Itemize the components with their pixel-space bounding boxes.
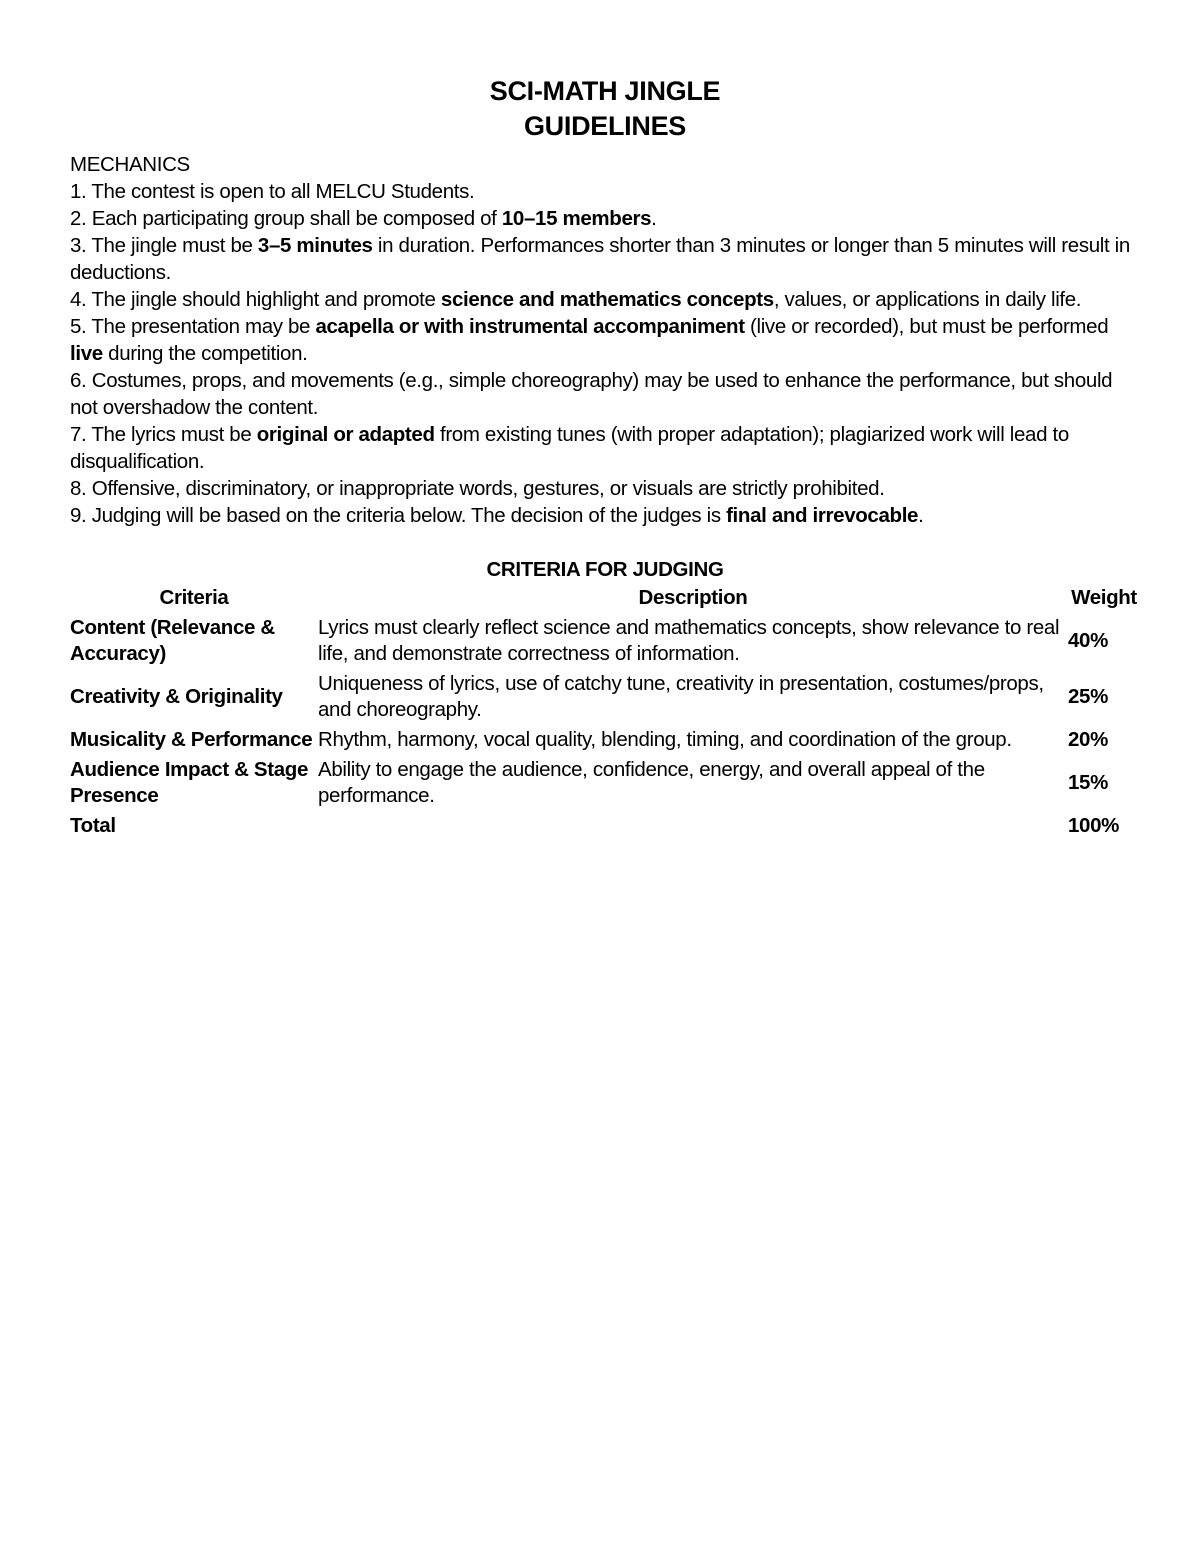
table-row: [70, 669, 1140, 725]
criteria-name: Musicality & Performance: [70, 728, 313, 751]
criteria-description: Rhythm, harmony, vocal quality, blending, timing, and coordination of the group.: [318, 728, 1012, 751]
total-weight: 100%: [1068, 814, 1120, 837]
criteria-name: Content (Relevance & Accuracy): [70, 616, 275, 665]
mechanics-item: 6. Costumes, props, and movements (e.g., simple choreography) may be used to enhance the performance, but should not overshadow the content.: [70, 369, 1113, 419]
criteria-name: Creativity & Originality: [70, 685, 283, 708]
criteria-description: Ability to engage the audience, confidence, energy, and overall appeal of the performance.: [318, 758, 985, 807]
table-row: [70, 755, 1140, 811]
total-label: Total: [70, 814, 116, 837]
mechanics-list: [70, 178, 1140, 529]
criteria-weight: 20%: [1068, 728, 1108, 751]
total-row: [70, 811, 1140, 841]
criteria-header-row: [70, 583, 1140, 613]
total-spacer: [318, 811, 1068, 841]
column-header-description: Description: [638, 586, 748, 609]
criteria-description: Lyrics must clearly reflect science and mathematics concepts, show relevance to real life, and demonstrate correctness of information.: [318, 616, 1060, 665]
document-title-line2: GUIDELINES: [523, 111, 687, 141]
criteria-weight: 15%: [1068, 771, 1108, 794]
criteria-description: Uniqueness of lyrics, use of catchy tune, creativity in presentation, costumes/props, and choreography.: [318, 672, 1044, 721]
document-page: [70, 74, 1140, 841]
mechanics-item: 4. The jingle should highlight and promote science and mathematics concepts, values, or applications in daily life.: [70, 288, 1082, 311]
column-header-weight: Weight: [1071, 586, 1137, 609]
mechanics-heading: MECHANICS: [70, 153, 190, 176]
criteria-weight: 25%: [1068, 685, 1108, 708]
mechanics-item: 2. Each participating group shall be composed of 10–15 members.: [70, 207, 657, 230]
mechanics-section: [70, 151, 1140, 529]
mechanics-item: 8. Offensive, discriminatory, or inappropriate words, gestures, or visuals are strictly prohibited.: [70, 477, 885, 500]
mechanics-item: 3. The jingle must be 3–5 minutes in duration. Performances shorter than 3 minutes or longer than 5 minutes will result in deductions.: [70, 234, 1130, 284]
mechanics-item: 1. The contest is open to all MELCU Students.: [70, 180, 475, 203]
criteria-weight: 40%: [1068, 629, 1108, 652]
table-row: [70, 613, 1140, 669]
criteria-name: Audience Impact & Stage Presence: [70, 758, 309, 807]
mechanics-item: 5. The presentation may be acapella or with instrumental accompaniment (live or recorded), but must be performed live during the competition.: [70, 315, 1109, 365]
criteria-heading: CRITERIA FOR JUDGING: [486, 558, 724, 581]
criteria-table: [70, 583, 1140, 841]
table-row: [70, 725, 1140, 755]
mechanics-item: 9. Judging will be based on the criteria below. The decision of the judges is final and irrevocable.: [70, 504, 924, 527]
mechanics-item: 7. The lyrics must be original or adapted from existing tunes (with proper adaptation); plagiarized work will lead to disqualification.: [70, 423, 1069, 473]
column-header-criteria: Criteria: [159, 586, 229, 609]
document-title-line1: SCI-MATH JINGLE: [489, 76, 721, 106]
